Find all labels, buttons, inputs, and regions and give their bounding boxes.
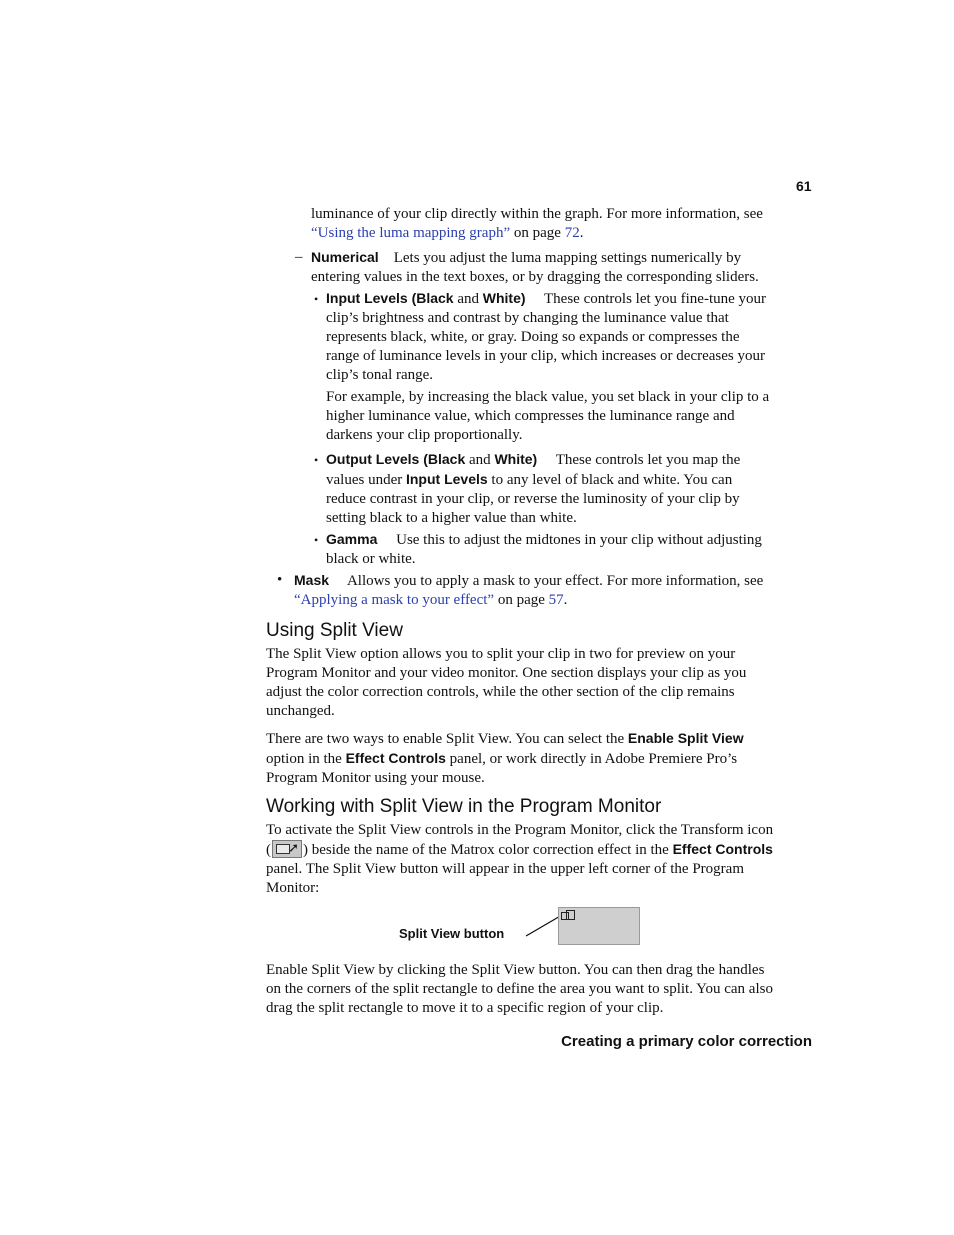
para2-text-a: There are two ways to enable Split View. You can select the <box>266 731 628 747</box>
bullet-marker: • <box>314 453 319 467</box>
dash-marker: – <box>295 249 303 265</box>
para1-text-b: ) beside the name of the Matrox color correction effect in the <box>303 842 673 858</box>
bullet-marker: • <box>314 533 319 547</box>
split-view-para2 <box>266 729 776 788</box>
luma-graph-page-link[interactable]: 72 <box>564 225 580 241</box>
transform-icon: ➚ <box>272 840 302 858</box>
effect-controls-term: Effect Controls <box>672 841 773 857</box>
para2-text-e: panel, or work directly in Adobe Premiere Pro’s Program Monitor using your mouse. <box>266 751 738 786</box>
para2-text-c: option in the <box>266 751 346 767</box>
mask-term: Mask <box>294 572 330 588</box>
para1-text-a: To activate the Split View controls in the Program Monitor, click the Transform icon ( <box>266 822 774 858</box>
gamma-text: Use this to adjust the midtones in your clip without adjusting black or white. <box>326 532 762 567</box>
numerical-item <box>311 248 773 287</box>
intro-text: luminance of your clip directly within the graph. For more information, see <box>311 206 763 222</box>
bullet-marker: • <box>314 292 319 306</box>
mask-text: Allows you to apply a mask to your effect. For more information, see <box>346 573 764 589</box>
output-levels-item <box>326 450 773 528</box>
output-levels-text-b: to any level of black and white. You can reduce contrast in your clip, or reverse the luminosity of your clip by setting black to a higher value than white. <box>326 472 740 526</box>
luma-graph-link[interactable]: “Using the luma mapping graph” <box>311 225 511 241</box>
bullet-marker: • <box>277 572 283 588</box>
effect-controls-term: Effect Controls <box>345 750 446 766</box>
intro-paragraph <box>311 205 773 243</box>
and-text: and <box>465 452 495 468</box>
split-view-para1: The Split View option allows you to split your clip in two for preview on your Program Monitor and your video monitor. One section displays your clip as you adjust the color correction controls, while the other section of the clip remains unchanged. <box>266 646 747 719</box>
numerical-term: Numerical <box>311 249 379 265</box>
input-levels-text: These controls let you fine-tune your clip’s brightness and contrast by changing the luminance value that represents black, white, or gray. Doing so expands or compresses the range of luminance levels in your clip, which increases or decreases your clip’s tonal range. <box>326 291 767 383</box>
heading-working-split-view: Working with Split View in the Program Monitor <box>266 796 662 817</box>
gamma-item <box>326 530 773 569</box>
mask-page-link[interactable]: 57 <box>548 592 564 608</box>
intro-end: . <box>579 225 584 241</box>
input-levels-item <box>326 289 773 385</box>
enable-split-view-term: Enable Split View <box>627 730 744 746</box>
heading-using-split-view: Using Split View <box>266 620 403 641</box>
input-levels-ref: Input Levels <box>405 471 488 487</box>
page-number: 61 <box>796 178 812 194</box>
para1-text-d: panel. The Split View button will appear in the upper left corner of the Program Monitor: <box>266 861 745 896</box>
numerical-text: Lets you adjust the luma mapping settings numerically by entering values in the text boxes, or by dragging the corresponding sliders. <box>311 250 759 285</box>
page-footer: Creating a primary color correction <box>561 1033 812 1050</box>
program-monitor-para2: Enable Split View by clicking the Split View button. You can then drag the handles on the corners of the split rectangle to define the area you want to split. You can also drag the split rectangle to move it to a specific region of your clip. <box>266 962 773 1016</box>
program-monitor-para1 <box>266 821 776 898</box>
input-levels-white: White) <box>482 290 526 306</box>
output-levels-text-a: These controls let you map the values under <box>326 452 741 488</box>
program-monitor-preview <box>558 907 640 945</box>
mask-item <box>294 571 773 610</box>
split-view-button-icon[interactable] <box>561 910 573 920</box>
input-levels-example: For example, by increasing the black value, you set black in your clip to a higher luminance value, which compresses the luminance range and darkens your clip proportionally. <box>326 389 770 443</box>
mask-link[interactable]: “Applying a mask to your effect” <box>294 592 495 608</box>
and-text: and <box>453 291 483 307</box>
output-levels-white: White) <box>494 451 538 467</box>
figure-label: Split View button <box>399 926 505 941</box>
input-levels-term: Input Levels (Black <box>326 290 454 306</box>
mask-end: . <box>563 592 568 608</box>
gamma-term: Gamma <box>326 531 378 547</box>
mask-mid: on page <box>494 592 549 608</box>
output-levels-term: Output Levels (Black <box>326 451 466 467</box>
intro-mid: on page <box>510 225 565 241</box>
